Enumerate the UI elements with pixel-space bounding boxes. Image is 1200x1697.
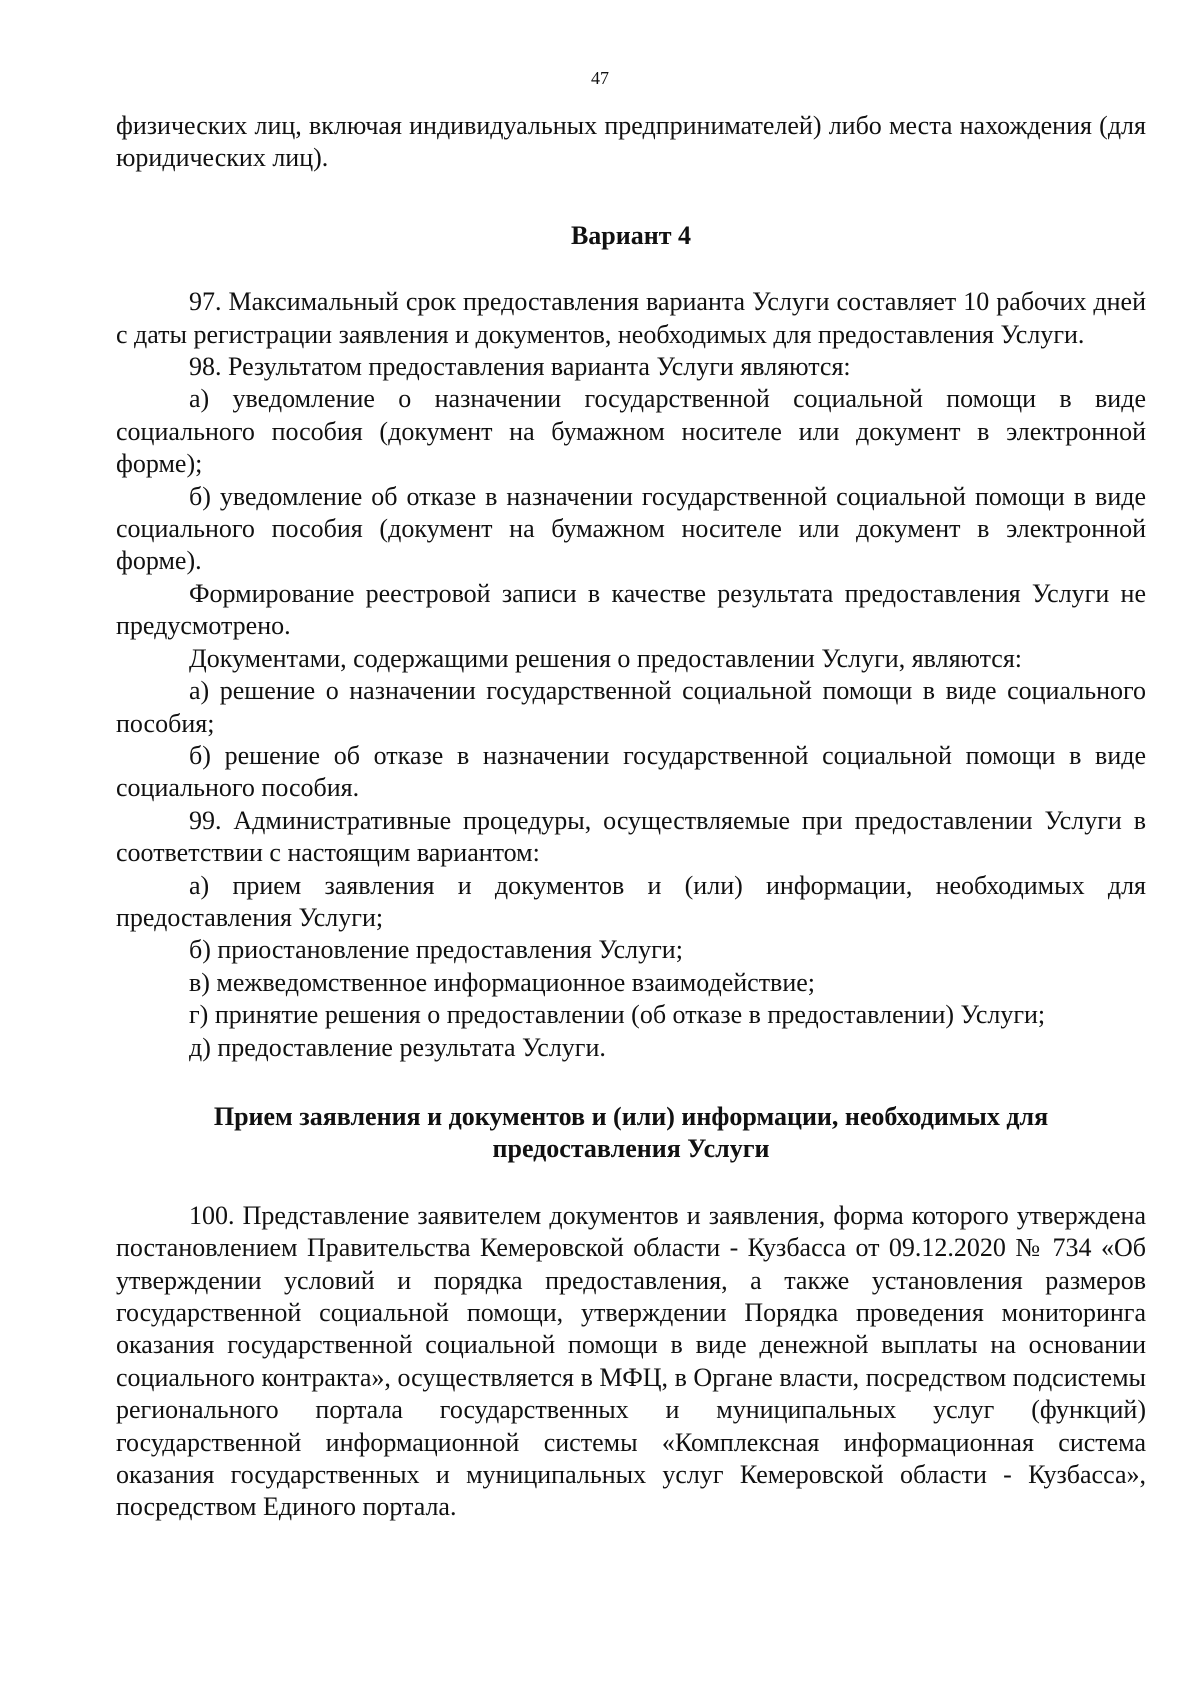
heading-variant-4: Вариант 4 — [570, 220, 692, 250]
paragraph-100: 100. Представление заявителем документов и заявления, форма которого утверждена постановлением Правительства Кемеровской области - Кузбасса от 09.12.2020 № 734 «Об утверждении условий и порядка предоставления, а также установления размеров государственной социальной помощи, утверждении Порядка проведения мониторинга оказания государственной социальной помощи в виде денежной выплаты на основании социального контракта», осуществляется в МФЦ, в Органе власти, посредством подсистемы регионального портала государственных и муниципальных услуг (функций) государственной информационной системы «Комплексная информационная система оказания государственных и муниципальных услуг Кемеровской области - Кузбасса», посредством Единого портала. — [116, 1200, 1146, 1522]
intro-paragraph: физических лиц, включая индивидуальных предпринимателей) либо места нахождения (для юридических лиц). — [116, 111, 1146, 173]
paragraph-99-item-g: г) принятие решения о предоставлении (об отказе в предоставлении) Услуги; — [189, 1000, 1046, 1030]
paragraph-98: 98. Результатом предоставления варианта Услуги являются: — [189, 352, 851, 382]
paragraph-decision-item-b: б) решение об отказе в назначении государственной социальной помощи в виде социального пособия. — [116, 740, 1146, 803]
paragraph-decision-documents: Документами, содержащими решения о предоставлении Услуги, являются: — [189, 643, 1023, 673]
paragraph-99-item-v: в) межведомственное информационное взаимодействие; — [189, 967, 816, 997]
heading-reception-line-1: Прием заявления и документов и (или) информации, необходимых для — [213, 1101, 1049, 1131]
paragraph-97: 97. Максимальный срок предоставления варианта Услуги составляет 10 рабочих дней с даты регистрации заявления и документов, необходимых для предоставления Услуги. — [116, 287, 1146, 349]
paragraph-98-item-b: б) уведомление об отказе в назначении государственной социальной помощи в виде социального пособия (документ на бумажном носителе или документ в электронной форме). — [116, 481, 1146, 576]
paragraph-99: 99. Административные процедуры, осуществляемые при предоставлении Услуги в соответствии с настоящим вариантом: — [116, 805, 1146, 868]
page-number: 47 — [591, 68, 609, 88]
heading-reception-line-2: предоставления Услуги — [492, 1134, 770, 1164]
variant-4-section — [116, 286, 1146, 1064]
paragraph-99-item-b: б) приостановление предоставления Услуги; — [189, 935, 683, 965]
paragraph-98-item-a: а) уведомление о назначении государственной социальной помощи в виде социального пособия (документ на бумажном носителе или документ в электронной форме); — [116, 384, 1146, 479]
paragraph-99-item-d: д) предоставление результата Услуги. — [189, 1032, 606, 1062]
paragraph-decision-item-a: а) решение о назначении государственной социальной помощи в виде социального пособия; — [116, 676, 1146, 738]
paragraph-99-item-a: а) прием заявления и документов и (или) информации, необходимых для предоставления Услуги; — [116, 870, 1146, 932]
heading-reception — [116, 1101, 1146, 1166]
document-body — [116, 110, 1146, 1524]
reception-section — [116, 1200, 1146, 1524]
paragraph-registry-record: Формирование реестровой записи в качестве результата предоставления Услуги не предусмотрено. — [116, 578, 1146, 641]
